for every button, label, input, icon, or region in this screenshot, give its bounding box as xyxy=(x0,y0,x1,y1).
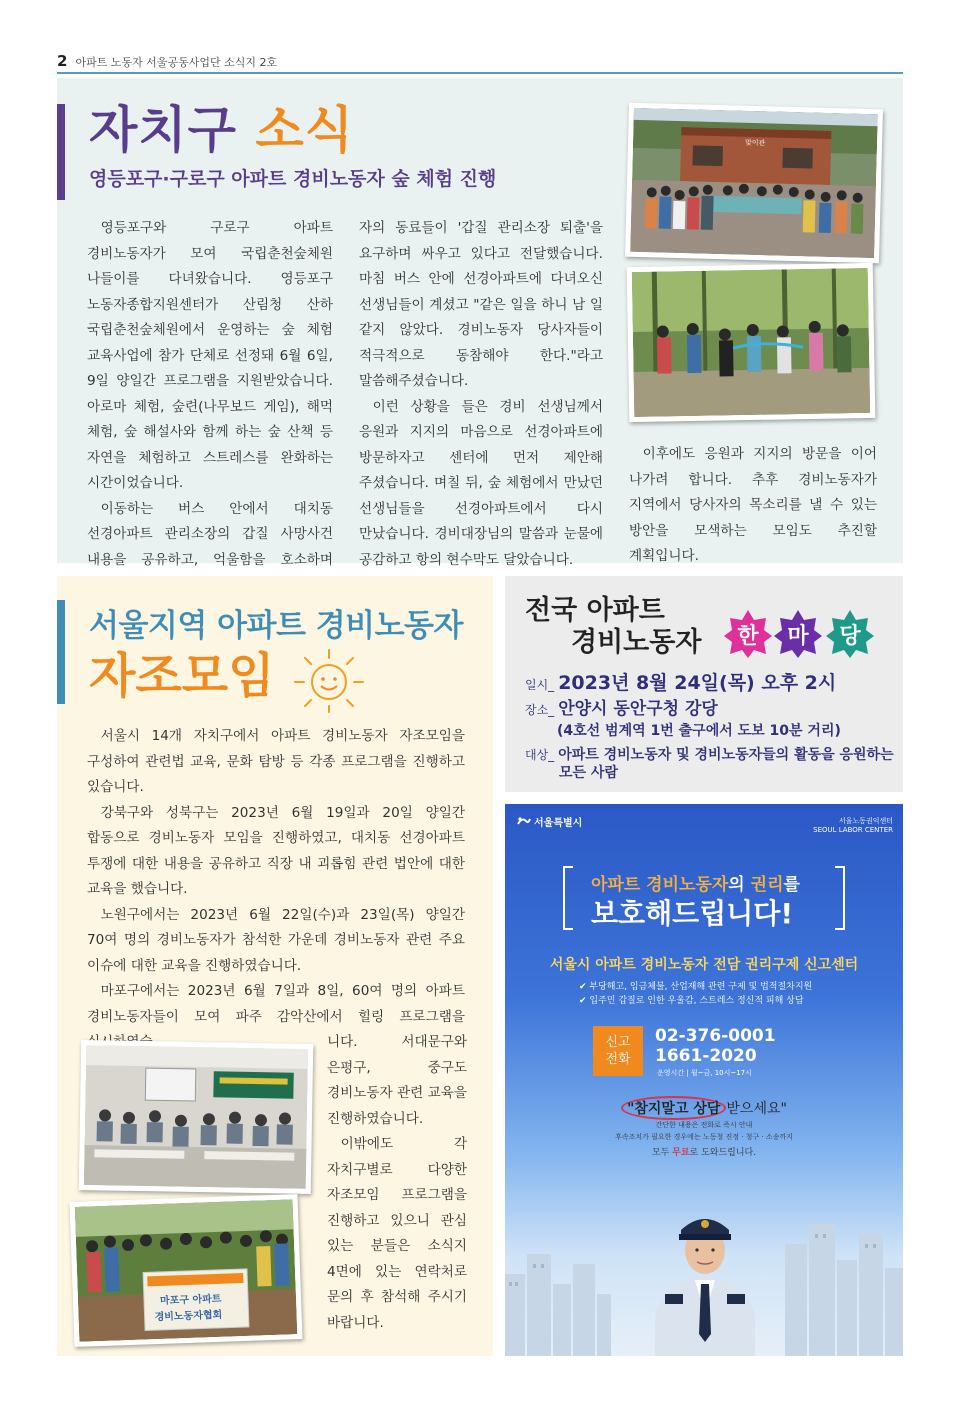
poster-slogan: "참지말고 상담 받으세요" xyxy=(505,1096,903,1120)
event-title-line2: 경비노동자 xyxy=(571,627,702,658)
photo-classroom-education xyxy=(79,1040,314,1194)
seoul-logo: 서울특별시 xyxy=(517,814,582,829)
banner-text-line2: 경비노동자협회 xyxy=(154,1309,223,1324)
event-target-line2: 모든 사람 xyxy=(559,765,618,781)
paragraph: 노원구에서는 2023년 6월 22일(수)과 23일(목) 양일간 70여 명의 경비노동자가 참석한 가운데 경비노동자 관련 주요 이슈에 대한 교육을 진행하였습니다. xyxy=(87,906,465,974)
photo-mapo-group-hiking xyxy=(70,1194,303,1347)
section-subtitle: 영등포구·구로구 아파트 경비노동자 숲 체험 진행 xyxy=(89,168,497,190)
paragraph: 니다. 서대문구와 은평구, 중구도 경비노동자 관련 교육을 진행하였습니다. xyxy=(327,1034,467,1127)
building-sign: 맞이관 xyxy=(744,138,766,148)
event-date-row: 일시_ 2023년 8월 24일(목) 오후 2시 xyxy=(525,672,837,694)
accent-bar xyxy=(57,600,65,704)
poster-note-1: 간단한 내용은 전화로 즉시 안내 xyxy=(655,1121,753,1129)
sun-icon xyxy=(289,646,369,716)
accent-bar xyxy=(57,104,65,200)
poster-headline-1: 아파트 경비노동자의 권리를 xyxy=(591,875,800,895)
event-place-detail: (4호선 범계역 1번 출구에서 도보 10분 거리) xyxy=(557,723,841,739)
service-bullet: ✔ 부당해고, 임금체불, 산업재해 관련 구제 및 법적절차지원 xyxy=(579,982,813,992)
section-title-line1: 서울지역 아파트 경비노동자 xyxy=(89,608,463,644)
rights-protection-poster xyxy=(505,804,903,1356)
article-column-3 xyxy=(629,442,877,570)
seoul-emblem-icon xyxy=(517,816,531,828)
page-header xyxy=(57,52,903,74)
badge-ma: 마 xyxy=(774,610,822,658)
event-title-line1: 전국 아파트 xyxy=(525,595,665,626)
photo-forest-activity xyxy=(627,263,876,422)
poster-note-3: 모두 무료로 도와드립니다. xyxy=(651,1148,757,1158)
event-place-row: 장소_ 안양시 동안구청 강당 xyxy=(525,699,718,719)
paragraph: 영등포구와 구로구 아파트 경비노동자가 모여 국립춘천숲체원 나들이를 다녀왔습니다. 영등포구 노동자종합지원센터가 산림청 산하 국립춘천숲체원에서 운영하는 숲 체험 교육사업에 참가 단체로 선정돼 6월 6일, 9일 양일간 프로그램을 지원받았습니다. 아로마 체험, 숲련(나무보드 게임), 해먹 체험, 숲 해설사와 함께 하는 숲 산책 등 자연을 체험하고 스트레스를 완화하는 시간이었습니다. xyxy=(87,220,333,491)
badge-dang: 당 xyxy=(826,610,874,658)
paragraph: 자의 동료들이 '갑질 관리소장 퇴출'을 요구하며 싸우고 있다고 전달했습니다. 마침 버스 안에 선경아파트에 다녀오신 선생님들이 계셨고 "같은 일을 하니 남 일 같지 않았다. 경비노동자 당사자들이 적극적으로 동참해야 한다."라고 말씀해주셨습니다. xyxy=(359,220,603,389)
phone-number-1: 02-376-0001 xyxy=(655,1026,776,1046)
phone-number-2: 1661-2020 xyxy=(655,1046,757,1066)
operating-hours: 운영시간 | 월~금, 10시~17시 xyxy=(657,1069,752,1077)
poster-center-name: 서울시 아파트 경비노동자 전담 권리구제 신고센터 xyxy=(549,957,859,973)
section-title-line2: 자조모임 xyxy=(89,648,275,704)
title-part-b: 소식 xyxy=(255,101,354,159)
event-announcement xyxy=(505,576,903,792)
title-part-a: 자치구 xyxy=(89,101,237,159)
badge-han: 한 xyxy=(724,610,772,658)
service-bullet: ✔ 입주민 갑질로 인한 우울감, 스트레스 정신적 피해 상담 xyxy=(579,996,804,1006)
group-photo-forest-center xyxy=(625,103,883,264)
security-guard-illustration xyxy=(505,1164,903,1356)
poster-headline-2: 보호해드립니다! xyxy=(591,897,794,930)
paragraph: 서울시 14개 자치구에서 아파트 경비노동자 자조모임을 구성하여 관련법 교육, 문화 탐방 등 각종 프로그램을 진행하고 있습니다. xyxy=(87,728,465,795)
paragraph: 이후에도 응원과 지지의 방문을 이어 나가려 합니다. 추후 경비노동자가 지역에서 당사자의 목소리를 낼 수 있는 방안을 모색하는 모임도 추진할 계획입니다. xyxy=(629,446,877,564)
newsletter-title: 아파트 노동자 서울공동사업단 소식지 2호 xyxy=(75,56,278,69)
paragraph: 이런 상황을 들은 경비 선생님께서 응원과 지지의 마음으로 선경아파트에 방문하자고 센터에 먼저 제안해 주셨습니다. 며칠 뒤, 숲 체험에서 만났던 선생님들을 선경아파트에서 다시 만났습니다. 경비대장님의 말씀과 눈물에 공감하고 항의 현수막도 달았습니다. xyxy=(359,398,603,568)
section-title xyxy=(89,100,354,160)
page-number: 2 xyxy=(57,52,68,70)
paragraph: 강북구와 성북구는 2023년 6월 19일과 20일 양일간 합동으로 경비노동자 모임을 진행하였고, 대치동 선경아파트 투쟁에 대한 내용을 공유하고 직장 내 괴롭힘 관련 법안에 대한 교육을 했습니다. xyxy=(87,804,465,897)
article-body xyxy=(87,724,465,1056)
article-body-narrow xyxy=(327,1030,467,1336)
paragraph: 이밖에도 각 자치구별로 다양한 자조모임 프로그램을 진행하고 있으니 관심 있는 분들은 소식지 4면에 있는 연락처로 문의 후 참석해 주시기 바랍니다. xyxy=(327,1136,467,1331)
report-call-box: 신고 전화 xyxy=(593,1026,643,1076)
banner-text-line1: 마포구 아파트 xyxy=(159,1293,222,1307)
paragraph: 이동하는 버스 안에서 대치동 선경아파트 관리소장의 갑질 사망사건 내용을 공유하고, 억울함을 호소하며 xyxy=(87,500,333,568)
event-target-row: 대상_ 아파트 경비노동자 및 경비노동자들의 활동을 응원하는 xyxy=(525,747,894,763)
article-column-1 xyxy=(87,216,333,599)
poster-note-2: 후속조치가 필요한 경우에는 노동청 진정 · 청구 · 소송까지 xyxy=(615,1133,793,1141)
article-column-2 xyxy=(359,216,603,573)
paragraph: 마포구에서는 2023년 6월 7일과 8일, 60여 명의 아파트 경비노동자들이 모여 파주 감악산에서 힐링 프로그램을 xyxy=(87,983,465,1025)
labor-center-logo: 서울노동권익센터 SEOUL LABOR CENTER xyxy=(813,817,893,834)
